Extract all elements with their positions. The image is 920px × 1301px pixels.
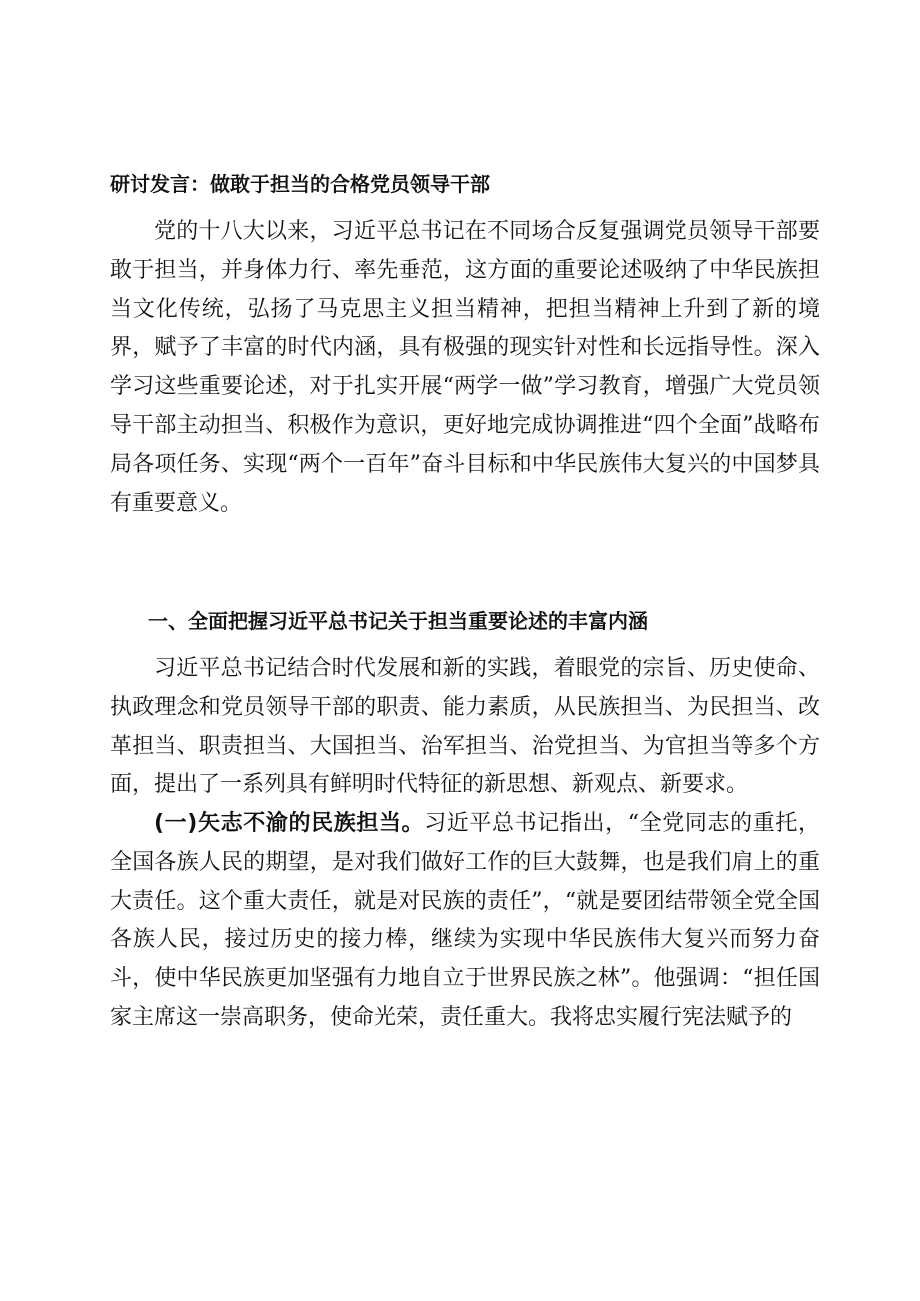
section-1-paragraph: 习近平总书记结合时代发展和新的实践，着眼党的宗旨、历史使命、执政理念和党员领导干部的职责、能力素质，从民族担当、为民担当、改革担当、职责担当、大国担当、治军担当、治党担当、为官担当等多个方面，提出了一系列具有鲜明时代特征的新思想、新观点、新要求。 bbox=[110, 656, 820, 798]
subsection-1-body: 习近平总书记指出，“全党同志的重托，全国各族人民的期望，是对我们做好工作的巨大鼓舞，也是我们肩上的重大责任。这个重大责任，就是对民族的责任”，“就是要团结带领全党全国各族人民，接过历史的接力棒，继续为实现中华民族伟大复兴而努力奋斗，使中华民族更加坚强有力地自立于世界民族之林”。他强调：“担任国家主席这一崇高职务，使命光荣，责任重大。我将忠实履行宪法赋予的 bbox=[110, 811, 820, 1030]
section-heading-1: 一、全面把握习近平总书记关于担当重要论述的丰富内涵 bbox=[148, 609, 648, 633]
document-title: 研讨发言：做敢于担当的合格党员领导干部 bbox=[110, 172, 490, 196]
intro-paragraph: 党的十八大以来，习近平总书记在不同场合反复强调党员领导干部要敢于担当，并身体力行、率先垂范，这方面的重要论述吸纳了中华民族担当文化传统，弘扬了马克思主义担当精神，把担当精神上升到了新的境界，赋予了丰富的时代内涵，具有极强的现实针对性和长远指导性。深入学习这些重要论述，对于扎实开展“两学一做”学习教育，增强广大党员领导干部主动担当、积极作为意识，更好地完成协调推进“四个全面”战略布局各项任务、实现“两个一百年”奋斗目标和中华民族伟大复兴的中国梦具有重要意义。 bbox=[110, 219, 820, 516]
subsection-1-paragraph bbox=[110, 805, 820, 1038]
subsection-1-lead: (一)矢志不渝的民族担当。 bbox=[154, 811, 425, 836]
